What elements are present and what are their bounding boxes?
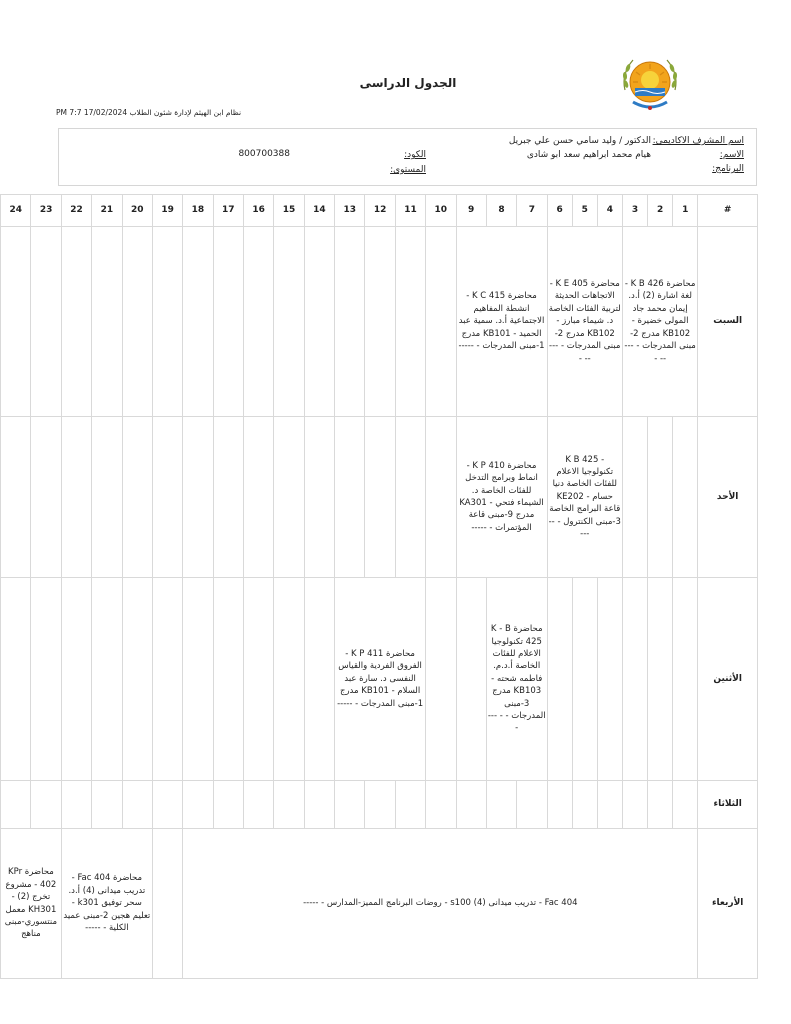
day-label: الأربعاء bbox=[698, 829, 758, 979]
empty-cell bbox=[304, 781, 334, 829]
empty-cell bbox=[274, 781, 304, 829]
empty-cell bbox=[213, 227, 243, 417]
empty-cell bbox=[365, 227, 395, 417]
course-cell[interactable]: محاضرة Fac 404 - تدريب ميدانى (4) أ.د. سحر توفيق k301 - تعليم هجين 2-مبنى عميد الكلية - ----- bbox=[61, 829, 152, 979]
course-cell[interactable]: - K B 425 تكنولوجيا الاعلام للفئات الخاصة دنيا حسام - KE202 قاعة البرامج الخاصة 3-مبنى الكنترول - ----- bbox=[547, 417, 622, 578]
empty-cell bbox=[183, 578, 213, 781]
empty-cell bbox=[92, 417, 122, 578]
empty-cell bbox=[122, 781, 152, 829]
empty-cell bbox=[31, 417, 61, 578]
period-header: 10 bbox=[426, 195, 456, 227]
empty-cell bbox=[673, 781, 698, 829]
empty-cell bbox=[152, 227, 182, 417]
period-header: 18 bbox=[183, 195, 213, 227]
day-row-sunday bbox=[1, 417, 758, 578]
course-cell[interactable]: محاضرة K P 410 - انماط وبرامج التدخل للفئات الخاصة د. الشيماء فتحي - KA301 مدرج 9-مبنى قاعة المؤتمرات - ----- bbox=[456, 417, 547, 578]
empty-cell bbox=[673, 578, 698, 781]
empty-cell bbox=[395, 227, 425, 417]
period-header: 21 bbox=[92, 195, 122, 227]
period-header: 2 bbox=[648, 195, 673, 227]
empty-cell bbox=[183, 227, 213, 417]
period-header: 13 bbox=[335, 195, 365, 227]
empty-cell bbox=[426, 578, 456, 781]
empty-cell bbox=[31, 781, 61, 829]
empty-cell bbox=[426, 227, 456, 417]
name-label: الاسم: bbox=[719, 150, 744, 160]
empty-cell bbox=[622, 417, 647, 578]
empty-cell bbox=[1, 227, 31, 417]
period-header: 8 bbox=[486, 195, 516, 227]
empty-cell bbox=[622, 578, 647, 781]
name-value: هيام محمد ابراهيم سعد ابو شادى bbox=[526, 150, 651, 160]
empty-cell bbox=[648, 781, 673, 829]
empty-cell bbox=[92, 227, 122, 417]
empty-cell bbox=[274, 227, 304, 417]
empty-cell bbox=[122, 578, 152, 781]
level-label: المستوى: bbox=[390, 165, 426, 175]
code-label: الكود: bbox=[404, 150, 426, 160]
day-row-tuesday bbox=[1, 781, 758, 829]
period-header: 16 bbox=[243, 195, 273, 227]
day-label: الثلاثاء bbox=[698, 781, 758, 829]
empty-cell bbox=[572, 781, 597, 829]
empty-cell bbox=[243, 781, 273, 829]
schedule-table bbox=[0, 194, 758, 979]
course-cell[interactable]: Fac 404 - تدريب ميدانى (4) s100 - روضات البرنامج المميز-المدارس - ----- bbox=[183, 829, 698, 979]
period-header: 6 bbox=[547, 195, 572, 227]
day-row-saturday bbox=[1, 227, 758, 417]
empty-cell bbox=[517, 781, 547, 829]
course-cell[interactable]: محاضرة K B 426 - لغة اشارة (2) أ.د. إيمان محمد جاد المولى خضيرة - KB102 مدرج 2-مبنى المدرجات - ----- - bbox=[622, 227, 697, 417]
empty-cell bbox=[395, 781, 425, 829]
period-header: 17 bbox=[213, 195, 243, 227]
period-header: 14 bbox=[304, 195, 334, 227]
page-title: الجدول الدراسى bbox=[359, 76, 457, 90]
day-label: الأثنين bbox=[698, 578, 758, 781]
empty-cell bbox=[304, 578, 334, 781]
empty-cell bbox=[152, 578, 182, 781]
course-cell[interactable]: محاضرة K E 405 - الاتجاهات الحديثة لتربية الفئات الخاصة د. شيماء مبارز - KB102 مدرج 2-مبنى المدرجات - ----- - bbox=[547, 227, 622, 417]
empty-cell bbox=[61, 781, 91, 829]
period-header: 3 bbox=[622, 195, 647, 227]
empty-cell bbox=[61, 227, 91, 417]
empty-cell bbox=[274, 578, 304, 781]
course-cell[interactable]: محاضرة K - B 425 تكنولوجيا الاعلام للفئات الخاصة أ.د.م. فاطمه شحته - KB103 مدرج 3-مبنى المدرجات - - ---- bbox=[486, 578, 547, 781]
advisor-value: الدكتور / وليد سامي حسن علي جبريل bbox=[508, 136, 651, 146]
code-value: 800700388 bbox=[238, 149, 290, 159]
empty-cell bbox=[274, 417, 304, 578]
course-cell[interactable]: محاضرة K P 411 - الفروق الفردية والقياس النفسى د. سارة عبد السلام - KB101 مدرج 1-مبنى المدرجات - ----- bbox=[335, 578, 426, 781]
empty-cell bbox=[92, 578, 122, 781]
empty-cell bbox=[365, 781, 395, 829]
empty-cell bbox=[572, 578, 597, 781]
empty-cell bbox=[648, 417, 673, 578]
day-label: الأحد bbox=[698, 417, 758, 578]
empty-cell bbox=[335, 781, 365, 829]
period-header: 9 bbox=[456, 195, 486, 227]
header-row bbox=[1, 195, 758, 227]
empty-cell bbox=[61, 578, 91, 781]
empty-cell bbox=[1, 417, 31, 578]
empty-cell bbox=[152, 781, 182, 829]
period-header: 7 bbox=[517, 195, 547, 227]
corner-cell: # bbox=[698, 195, 758, 227]
empty-cell bbox=[597, 578, 622, 781]
empty-cell bbox=[547, 578, 572, 781]
period-header: 19 bbox=[152, 195, 182, 227]
period-header: 22 bbox=[61, 195, 91, 227]
period-header: 20 bbox=[122, 195, 152, 227]
empty-cell bbox=[335, 417, 365, 578]
day-label: السبت bbox=[698, 227, 758, 417]
empty-cell bbox=[304, 417, 334, 578]
day-row-wednesday bbox=[1, 829, 758, 979]
empty-cell bbox=[122, 417, 152, 578]
empty-cell bbox=[426, 417, 456, 578]
empty-cell bbox=[152, 829, 182, 979]
empty-cell bbox=[213, 781, 243, 829]
empty-cell bbox=[152, 417, 182, 578]
period-header: 12 bbox=[365, 195, 395, 227]
program-label: البرنامج: bbox=[712, 164, 744, 174]
course-cell[interactable]: محاضرة KPr 402 - مشروع تخرج (2) - KH301 معمل منتسوري-مبنى مناهج bbox=[1, 829, 62, 979]
period-header: 11 bbox=[395, 195, 425, 227]
schedule-table-wrap bbox=[4, 194, 758, 974]
course-cell[interactable]: محاضرة K C 415 - انشطة المفاهيم الاجتماعية أ.د. سمية عبد الحميد - KB101 مدرج 1-مبنى المدرجات - ----- bbox=[456, 227, 547, 417]
student-info-box bbox=[58, 128, 757, 186]
period-header: 5 bbox=[572, 195, 597, 227]
empty-cell bbox=[547, 781, 572, 829]
period-header: 23 bbox=[31, 195, 61, 227]
empty-cell bbox=[673, 417, 698, 578]
empty-cell bbox=[31, 227, 61, 417]
university-logo bbox=[617, 50, 683, 116]
empty-cell bbox=[304, 227, 334, 417]
period-header: 24 bbox=[1, 195, 31, 227]
empty-cell bbox=[395, 417, 425, 578]
empty-cell bbox=[92, 781, 122, 829]
day-row-monday bbox=[1, 578, 758, 781]
empty-cell bbox=[61, 417, 91, 578]
period-header: 1 bbox=[673, 195, 698, 227]
empty-cell bbox=[213, 417, 243, 578]
empty-cell bbox=[183, 781, 213, 829]
empty-cell bbox=[31, 578, 61, 781]
empty-cell bbox=[456, 781, 486, 829]
empty-cell bbox=[213, 578, 243, 781]
empty-cell bbox=[486, 781, 516, 829]
empty-cell bbox=[183, 417, 213, 578]
system-timestamp-line: نظام ابن الهيثم لإدارة شئون الطلاب 17/02/2024 7:7 PM bbox=[56, 108, 242, 117]
empty-cell bbox=[1, 781, 31, 829]
empty-cell bbox=[122, 227, 152, 417]
period-header: 15 bbox=[274, 195, 304, 227]
empty-cell bbox=[243, 578, 273, 781]
period-header: 4 bbox=[597, 195, 622, 227]
empty-cell bbox=[1, 578, 31, 781]
empty-cell bbox=[243, 227, 273, 417]
empty-cell bbox=[622, 781, 647, 829]
empty-cell bbox=[243, 417, 273, 578]
empty-cell bbox=[335, 227, 365, 417]
empty-cell bbox=[648, 578, 673, 781]
advisor-label: اسم المشرف الاكاديمى: bbox=[652, 136, 744, 146]
empty-cell bbox=[365, 417, 395, 578]
empty-cell bbox=[597, 781, 622, 829]
empty-cell bbox=[426, 781, 456, 829]
empty-cell bbox=[456, 578, 486, 781]
